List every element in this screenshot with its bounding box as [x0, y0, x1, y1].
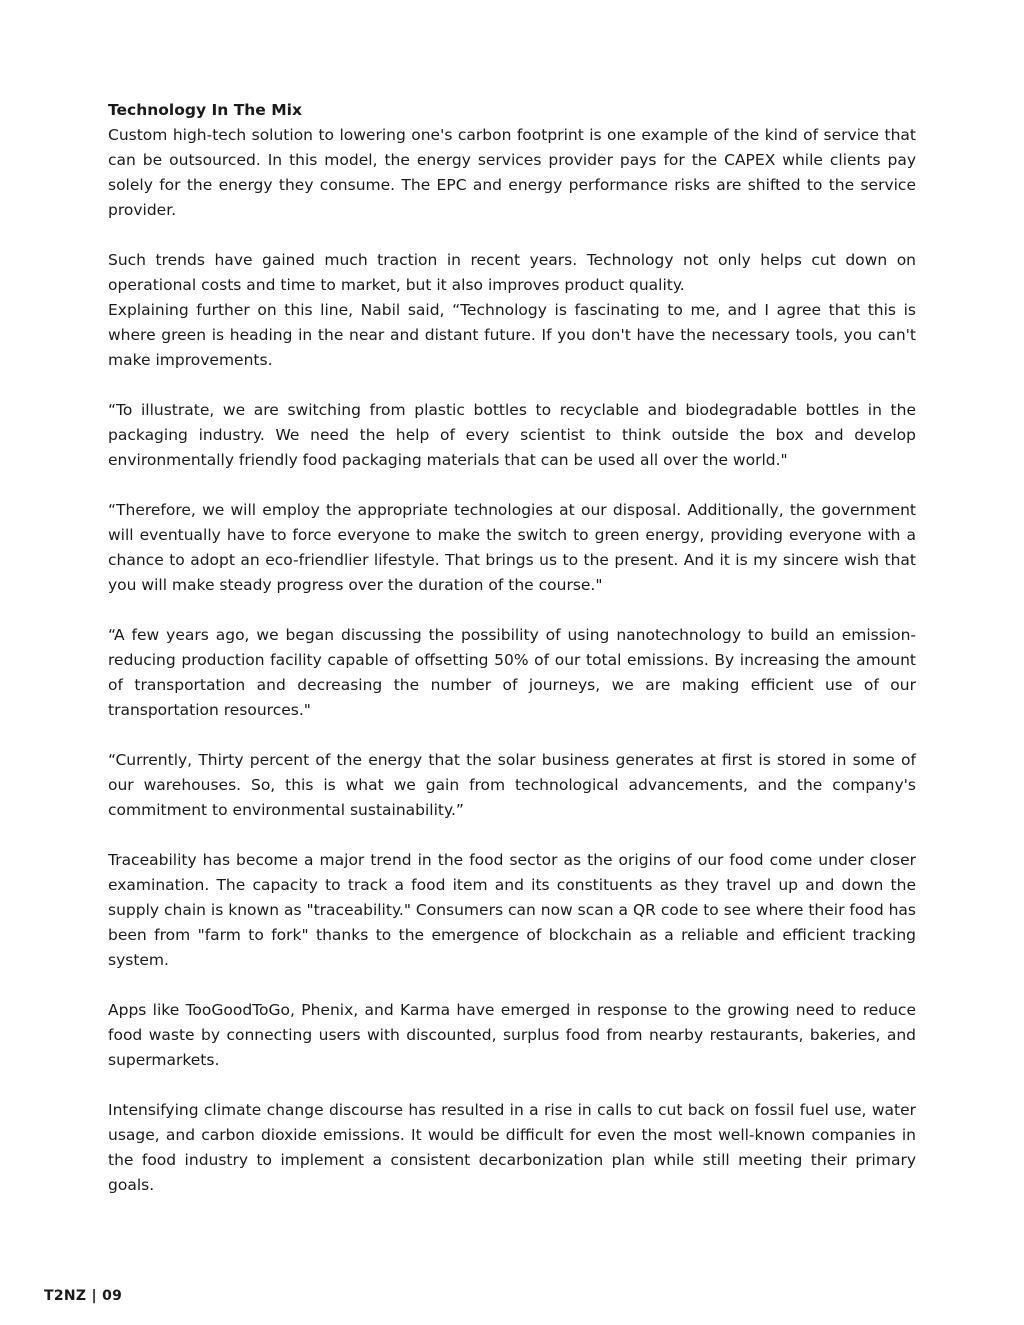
paragraph-packaging-quote: “To illustrate, we are switching from plastic bottles to recyclable and biodegradable bottles in the packaging industry. We need the help of every scientist to think outside the box and develop environmentally friendly food packaging materials that can be used all over the world.": [108, 401, 916, 469]
paragraph-trends: Such trends have gained much traction in recent years. Technology not only helps cut down on operational costs and time to market, but it also improves product quality.: [108, 251, 916, 294]
page-footer-label: T2NZ | 09: [44, 1288, 123, 1304]
paragraph-government-quote: “Therefore, we will employ the appropriate technologies at our disposal. Additionally, the government will eventually have to force everyone to make the switch to green energy, providing everyone with a chance to adopt an eco-friendlier lifestyle. That brings us to the present. And it is my sincere wish that you will make steady progress over the duration of the course.": [108, 501, 916, 594]
paragraph-nabil-quote: Explaining further on this line, Nabil said, “Technology is fascinating to me, and I agree that this is where green is heading in the near and distant future. If you don't have the necessary tools, you can't make improvements.: [108, 301, 916, 369]
paragraph-solar-quote: “Currently, Thirty percent of the energy that the solar business generates at first is stored in some of our warehouses. So, this is what we gain from technological advancements, and the company's commitment to environmental sustainability.”: [108, 751, 916, 819]
paragraph-nanotech-quote: “A few years ago, we began discussing the possibility of using nanotechnology to build an emission-reducing production facility capable of offsetting 50% of our total emissions. By increasing the amount of transportation and decreasing the number of journeys, we are making efficient use of our transportation resources.": [108, 626, 916, 719]
article-body: [108, 98, 916, 1198]
paragraph-climate-discourse: Intensifying climate change discourse has resulted in a rise in calls to cut back on fossil fuel use, water usage, and carbon dioxide emissions. It would be difficult for even the most well-known companies in the food industry to implement a consistent decarbonization plan while still meeting their primary goals.: [108, 1101, 916, 1194]
section-heading: Technology In The Mix: [108, 101, 302, 119]
paragraph-outsourcing: Custom high-tech solution to lowering one's carbon footprint is one example of the kind of service that can be outsourced. In this model, the energy services provider pays for the CAPEX while clients pay solely for the energy they consume. The EPC and energy performance risks are shifted to the service provider.: [108, 126, 916, 219]
paragraph-traceability: Traceability has become a major trend in the food sector as the origins of our food come under closer examination. The capacity to track a food item and its constituents as they travel up and down the supply chain is known as "traceability." Consumers can now scan a QR code to see where their food has been from "farm to fork" thanks to the emergence of blockchain as a reliable and efficient tracking system.: [108, 851, 916, 969]
paragraph-food-apps: Apps like TooGoodToGo, Phenix, and Karma have emerged in response to the growing need to reduce food waste by connecting users with discounted, surplus food from nearby restaurants, bakeries, and supermarkets.: [108, 1001, 916, 1069]
